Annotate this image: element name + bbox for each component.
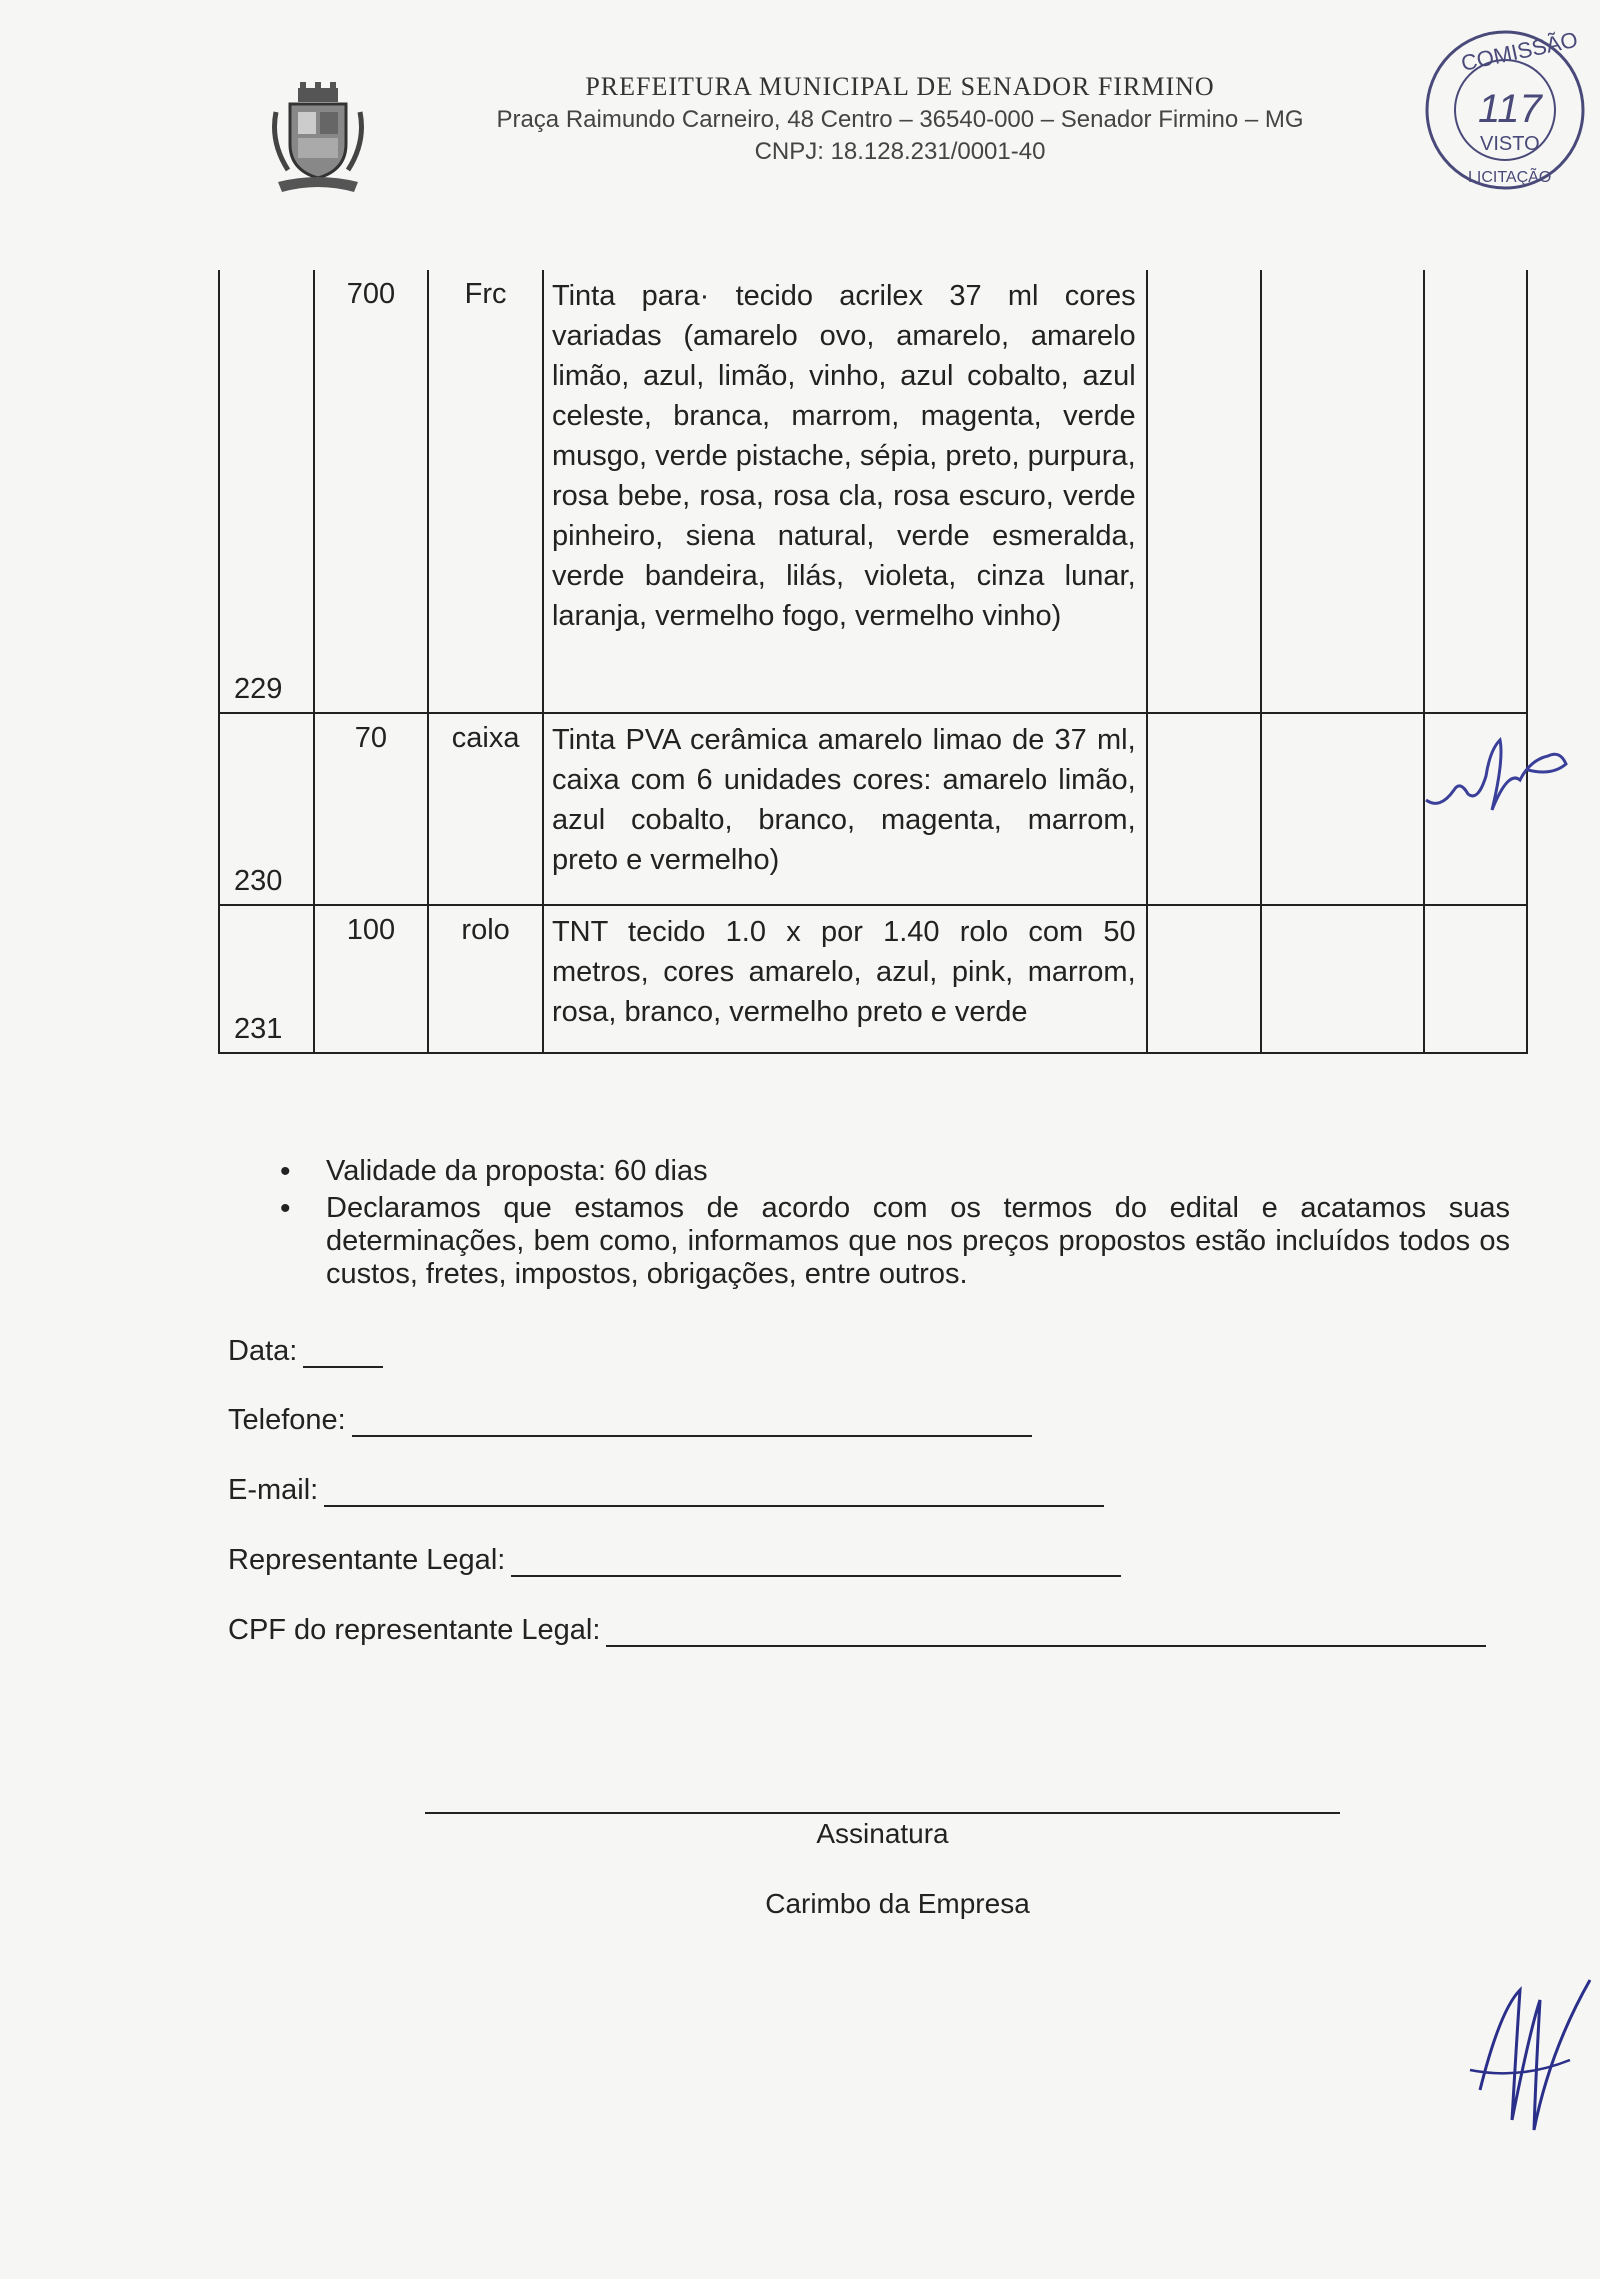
cpf-field [228,1614,1486,1647]
total-cell [1424,905,1527,1053]
item-unit: rolo [428,905,543,1053]
table-row [219,713,1527,905]
signature-label: Assinatura [816,1818,949,1849]
table-row [219,270,1527,713]
note-validity: • Validade da proposta: 60 dias [270,1155,1510,1188]
item-description: Tinta para· tecido acrilex 37 ml cores variadas (amarelo ovo, amarelo, amarelo limão, azul, limão, vinho, azul cobalto, azul celeste, branca, marrom, magenta, verde musgo, verde pistache, sépia, preto, purpura, rosa bebe, rosa, rosa cla, rosa escuro, verde pinheiro, siena natural, verde esmeralda, verde bandeira, lilás, violeta, cinza lunar, laranja, vermelho fogo, vermelho vinho) [543,270,1147,713]
item-number: 230 [219,713,314,905]
representative-label: Representante Legal: [228,1544,506,1576]
letterhead-cnpj: CNPJ: 18.128.231/0001-40 [754,138,1046,165]
total-cell [1424,270,1527,713]
item-quantity: 100 [314,905,429,1053]
item-quantity: 700 [314,270,429,713]
stamp-middle-text: VISTO [1480,133,1540,155]
commission-stamp [1420,22,1590,197]
email-field [228,1474,1104,1507]
price-cell [1147,270,1262,713]
item-number: 229 [219,270,314,713]
cpf-input-line[interactable] [606,1619,1486,1647]
item-description: Tinta PVA cerâmica amarelo limao de 37 ml, caixa com 6 unidades cores: amarelo limão, azul cobalto, branco, magenta, marrom, preto e vermelho) [543,713,1147,905]
stamp-bottom-text: LICITAÇÃO [1468,169,1552,186]
representative-input-line[interactable] [511,1549,1121,1577]
date-input-line[interactable] [303,1340,383,1368]
letterhead-title: PREFEITURA MUNICIPAL DE SENADOR FIRMINO [585,72,1215,101]
item-unit: Frc [428,270,543,713]
date-label: Data: [228,1335,298,1367]
phone-label: Telefone: [228,1404,346,1436]
signature-line[interactable] [425,1812,1340,1814]
rubric-initials-icon [1420,720,1570,840]
representative-field [228,1544,1121,1577]
letterhead-address: Praça Raimundo Carneiro, 48 Centro – 36540-000 – Senador Firmino – MG [496,106,1304,133]
item-unit: caixa [428,713,543,905]
items-table [218,270,1528,1054]
letterhead [400,70,1400,168]
cpf-label: CPF do representante Legal: [228,1614,601,1646]
phone-field [228,1404,1032,1437]
price-cell [1147,713,1262,905]
email-input-line[interactable] [324,1479,1104,1507]
brand-cell [1261,270,1424,713]
company-stamp-label: Carimbo da Empresa [765,1888,1030,1919]
brand-cell [1261,713,1424,905]
brand-cell [1261,905,1424,1053]
phone-input-line[interactable] [352,1409,1032,1437]
date-field [228,1335,383,1368]
email-label: E-mail: [228,1474,319,1506]
stamp-top-text: COMISSÃO [1458,26,1580,76]
municipal-crest-icon [268,82,368,194]
proposal-notes [270,1155,1510,1295]
price-cell [1147,905,1262,1053]
item-description: TNT tecido 1.0 x por 1.40 rolo com 50 metros, cores amarelo, azul, pink, marrom, rosa, branco, vermelho preto e verde [543,905,1147,1053]
item-quantity: 70 [314,713,429,905]
item-number: 231 [219,905,314,1053]
note-declaration: • Declaramos que estamos de acordo com os termos do edital e acatamos suas determinações, bem como, informamos que nos preços propostos estão incluídos todos os custos, fretes, impostos, obrigações, entre outros. [270,1192,1510,1291]
handwritten-signature-icon [1460,1970,1600,2140]
table-row [219,905,1527,1053]
stamp-number: 117 [1478,87,1542,131]
